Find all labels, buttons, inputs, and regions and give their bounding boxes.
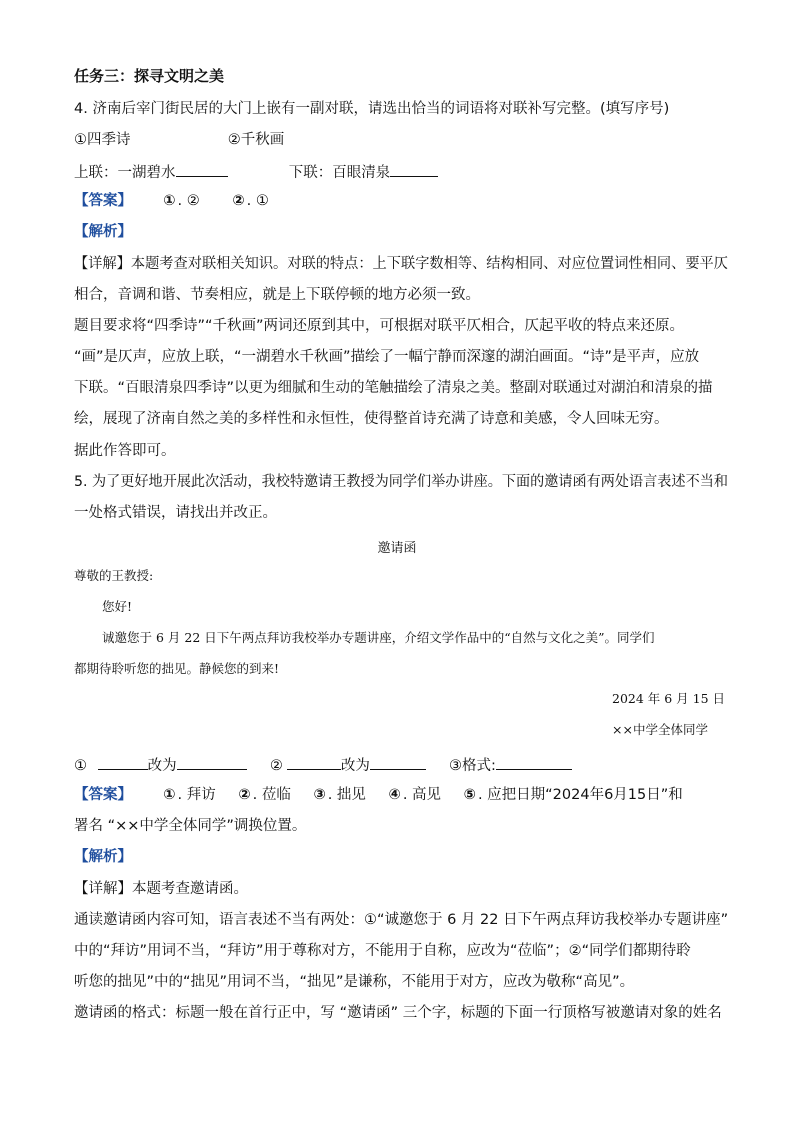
q5-detail-line: 听您的拙见”中的“拙见”用词不当，“拙见”是谦称，不能用于对方，应改为敬称“高见”。: [74, 974, 635, 990]
q4-options: [74, 130, 284, 150]
q5-answer-cont: 署名 “××中学全体同学”调换位置。: [74, 818, 307, 834]
q5-stem-line: 一处格式错误，请找出并改正。: [74, 505, 277, 521]
q4-analysis-tag: 【解析】: [74, 224, 132, 240]
q4-detail-line: 题目要求将“四季诗”“千秋画”两词还原到其中，可根据对联平仄相合，仄起平收的特点来还原。: [74, 318, 685, 334]
letter-body-line: 都期待聆听您的拙见。静候您的到来!: [74, 661, 280, 676]
q4-detail-line: “画”是仄声，应放上联，“一湖碧水千秋画”描绘了一幅宁静而深邃的湖泊画面。“诗”是平声，应放: [74, 349, 700, 365]
q5-blank-3: [496, 754, 572, 770]
q5-blank-2b: [370, 754, 426, 770]
q5-answer-3: ③ . 拙见: [313, 787, 366, 803]
q4-answer-tag: 【答案】: [74, 193, 132, 209]
q5-answer-5: ⑤ . 应把日期“2024年6月15日”和: [463, 787, 683, 803]
q4-detail-line: 下联。“百眼清泉四季诗”以更为细腻和生动的笔触描绘了清泉之美。整副对联通过对湖泊和清泉的描: [74, 380, 713, 396]
q5-detail-line: 【详解】本题考查邀请函。: [74, 881, 248, 897]
q5-answer-tag: 【答案】: [74, 787, 132, 803]
q4-option-2: ②千秋画: [227, 132, 285, 148]
q4-upper-label: 上联：一湖碧水: [74, 165, 176, 181]
q5-fill-c2: ②: [269, 758, 283, 774]
task-heading: 任务三：探寻文明之美: [74, 67, 225, 85]
q5-blank-2a: [287, 754, 341, 770]
q4-stem: 4. 济南后宰门街民居的大门上嵌有一副对联，请选出恰当的词语将对联补写完整。(填写序号): [74, 101, 670, 117]
q5-stem-line: 5. 为了更好地开展此次活动，我校特邀请王教授为同学们举办讲座。下面的邀请函有两处语言表述不当和: [74, 474, 728, 490]
letter-greeting: 您好!: [102, 599, 133, 614]
q4-lower-label: 下联：百眼清泉: [288, 165, 391, 181]
q5-change-2: 改为: [340, 758, 370, 774]
q5-analysis-tag: 【解析】: [74, 849, 132, 865]
q5-answer-4: ④ . 高见: [388, 787, 442, 803]
q4-answer: [74, 191, 297, 211]
q5-answer-1: ① . 拜访: [163, 787, 216, 803]
letter-salutation: 尊敬的王教授:: [74, 568, 154, 583]
q5-blank-1a: [98, 754, 148, 770]
letter-body-line: 诚邀您于 6 月 22 日下午两点拜访我校举办专题讲座，介绍文学作品中的“自然与文化之美”。同学们: [102, 630, 655, 645]
q5-blank-1b: [177, 754, 247, 770]
q5-answer-2: ② . 莅临: [238, 787, 291, 803]
q4-detail-line: 据此作答即可。: [74, 443, 176, 459]
q4-couplet: [74, 161, 438, 183]
q5-answer: [74, 785, 683, 805]
q5-detail-line: 中的“拜访”用词不当，“拜访”用于尊称对方，不能用于自称，应改为“莅临”；②“同学们都期待聆: [74, 943, 691, 959]
q4-detail-line: 绘，展现了济南自然之美的多样性和永恒性，使得整首诗充满了诗意和美感，令人回味无穷。: [74, 411, 669, 427]
q5-change-1: 改为: [147, 758, 177, 774]
q4-detail-line: 【详解】本题考查对联相关知识。对联的特点：上下联字数相等、结构相同、对应位置词性相同、要平仄: [74, 256, 728, 272]
q5-detail-line: 通读邀请函内容可知，语言表述不当有两处：①“诚邀您于 6 月 22 日下午两点拜访我校举办专题讲座”: [74, 912, 729, 928]
letter-signature: ××中学全体同学: [612, 722, 708, 737]
q4-lower-blank: [390, 161, 438, 177]
letter-title: 邀请函: [377, 541, 417, 556]
q4-answer-2: ② . ①: [232, 193, 269, 209]
q4-upper-blank: [176, 161, 228, 177]
q4-answer-1: ① . ②: [163, 193, 200, 209]
q4-option-1: ①四季诗: [74, 132, 131, 148]
q5-fill-c3: ③格式:: [449, 758, 496, 774]
q5-detail-line: 邀请函的格式：标题一般在首行正中，写 “邀请函” 三个字，标题的下面一行顶格写被邀请对象的姓名: [74, 1005, 722, 1021]
q5-fill-line: [74, 754, 572, 776]
q4-detail-line: 相合，音调和谐、节奏相应，就是上下联停顿的地方必须一致。: [74, 287, 480, 303]
q5-fill-c1: ①: [74, 758, 87, 774]
letter-date: 2024 年 6 月 15 日: [612, 691, 726, 706]
